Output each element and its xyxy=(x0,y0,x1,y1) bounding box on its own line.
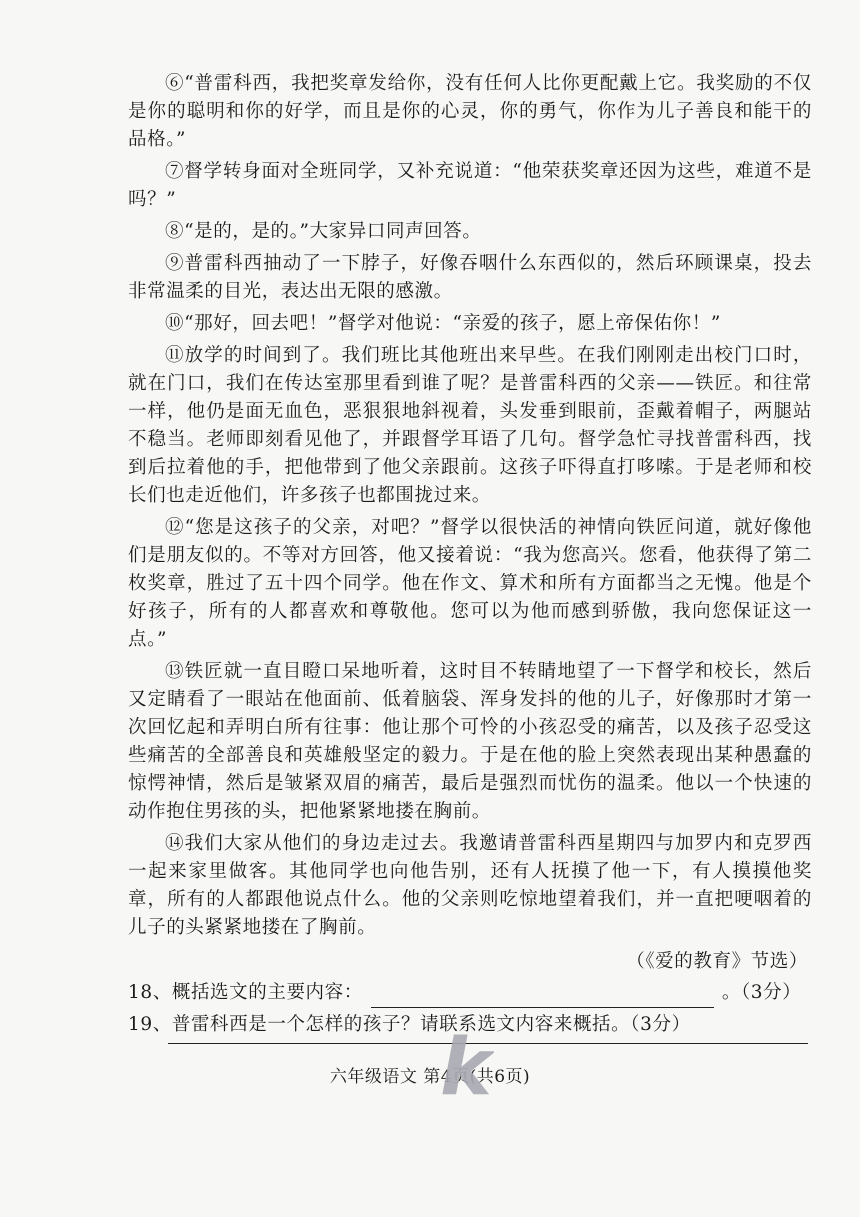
paragraph-7: ⑦督学转身面对全班同学，又补充说道：“他荣获奖章还因为这些，难道不是吗？” xyxy=(128,161,812,210)
question-18-text: 18、概括选文的主要内容： xyxy=(128,982,363,1003)
answer-blank-18[interactable] xyxy=(371,987,714,1008)
paragraph-13: ⑬铁匠就一直目瞪口呆地听着，这时目不转睛地望了一下督学和校长，然后又定睛看了一眼站在他面前、低着脑袋、浑身发抖的他的儿子，好像那时才第一次回忆起和弄明白所有往事：他让那个可怜的小孩忍受的痛苦，以及孩子忍受这些痛苦的全部善良和英雄般坚定的毅力。于是在他的脸上突然表现出某种愚蠢的惊愕神情，然后是皱紧双眉的痛苦，最后是强烈而忧伤的温柔。他以一个快速的动作抱住男孩的头，把他紧紧地搂在胸前。 xyxy=(128,661,812,822)
page-footer: 六年级语文 第4页(共6页) xyxy=(329,1067,531,1087)
watermark-logo xyxy=(436,1028,494,1108)
question-18-score: 。（3分） xyxy=(721,982,802,1003)
watermark-letter: k xyxy=(440,1028,492,1108)
question-18 xyxy=(128,978,812,1008)
paragraph-10: ⑩“那好，回去吧！”督学对他说：“亲爱的孩子，愿上帝保佑你！” xyxy=(165,313,721,334)
paragraph-11: ⑪放学的时间到了。我们班比其他班出来早些。在我们刚刚走出校门口时，就在门口，我们在传达室那里看到谁了呢？是普雷科西的父亲——铁匠。和往常一样，他仍是面无血色，恶狠狠地斜视着，头发垂到眼前，歪戴着帽子，两腿站不稳当。老师即刻看见他了，并跟督学耳语了几句。督学急忙寻找普雷科西，找到后拉着他的手，把他带到了他父亲跟前。这孩子吓得直打哆嗦。于是老师和校长们也走近他们，许多孩子也都围拢过来。 xyxy=(128,345,812,506)
question-19: 19、普雷科西是一个怎样的孩子？请联系选文内容来概括。（3分） xyxy=(128,1014,691,1035)
paragraph-6: ⑥“普雷科西，我把奖章发给你，没有任何人比你更配戴上它。我奖励的不仅是你的聪明和你的好学，而且是你的心灵，你的勇气，你作为儿子善良和能干的品格。” xyxy=(128,73,812,150)
paragraph-12: ⑫“您是这孩子的父亲，对吧？”督学以很快活的神情向铁匠问道，就好像他们是朋友似的。不等对方回答，他又接着说：“我为您高兴。您看，他获得了第二枚奖章，胜过了五十四个同学。他在作文、算术和所有方面都当之无愧。他是个好孩子，所有的人都喜欢和尊敬他。您可以为他而感到骄傲，我向您保证这一点。” xyxy=(128,517,812,650)
paragraph-14: ⑭我们大家从他们的身边走过去。我邀请普雷科西星期四与加罗内和克罗西一起来家里做客。其他同学也向他告别，还有人抚摸了他一下，有人摸摸他奖章，所有的人都跟他说点什么。他的父亲则吃惊地望着我们，并一直把哽咽着的儿子的头紧紧地搂在了胸前。 xyxy=(128,833,812,938)
passage-content xyxy=(128,70,812,1040)
paragraph-8: ⑧“是的，是的。”大家异口同声回答。 xyxy=(165,221,482,242)
paragraph-9: ⑨普雷科西抽动了一下脖子，好像吞咽什么东西似的，然后环顾课桌，投去非常温柔的目光，表达出无限的感激。 xyxy=(128,253,812,302)
source-citation: （《爱的教育》节选） xyxy=(626,951,808,972)
